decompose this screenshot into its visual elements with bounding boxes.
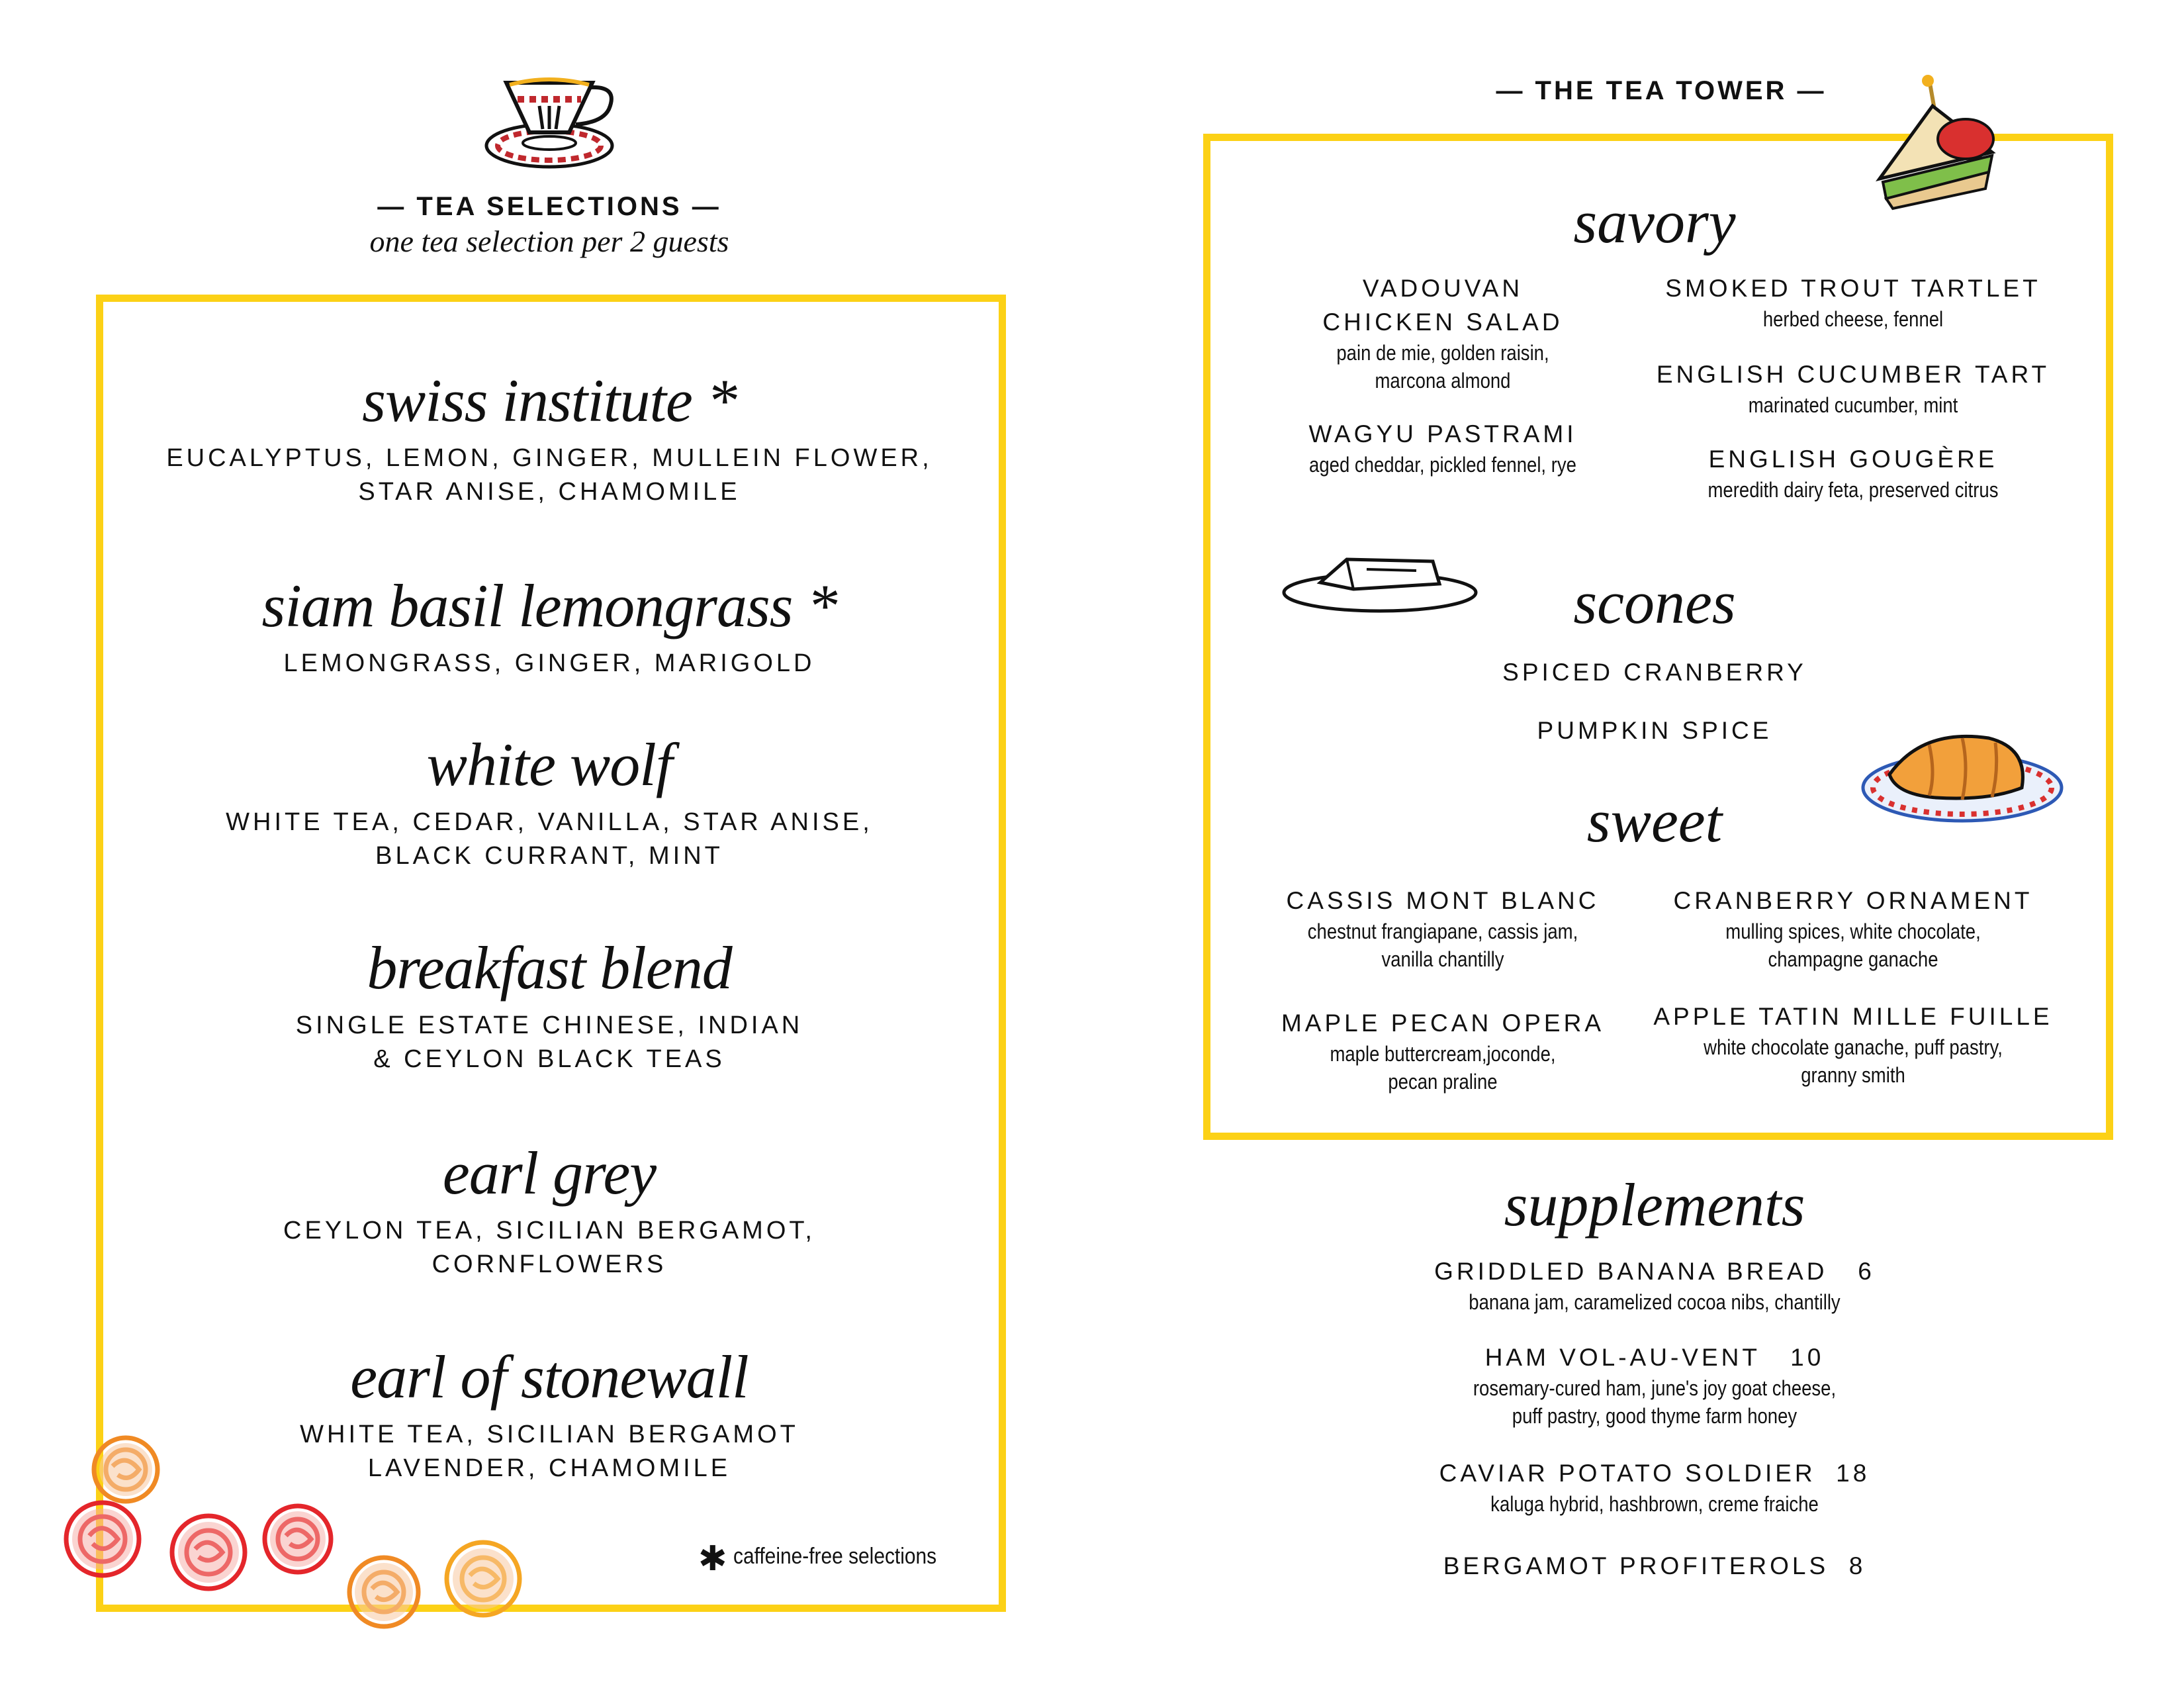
menu-item — [1641, 357, 2065, 419]
menu-item — [1357, 1456, 1952, 1518]
caffeine-free-footnote: ✱ caffeine-free selections — [698, 1540, 937, 1578]
pastry-plate-icon — [1281, 543, 1482, 619]
tea-description: LEMONGRASS, GINGER, MARIGOLD — [283, 649, 815, 677]
menu-item — [1257, 884, 1628, 973]
supplements-title: supplements — [1504, 1171, 1805, 1239]
tea-item — [99, 573, 999, 680]
roses-illustration — [60, 1430, 536, 1635]
tea-item — [99, 1140, 999, 1282]
menu-item-description: banana jam, caramelized cocoa nibs, chantilly — [1469, 1290, 1841, 1314]
tea-item — [99, 731, 999, 873]
menu-item-name: APPLE TATIN MILLE FUILLE — [1653, 1003, 2053, 1030]
menu-item-description: mulling spices, white chocolate, champagne ganache — [1725, 919, 1981, 971]
menu-item-description: maple buttercream,joconde, pecan praline — [1330, 1042, 1556, 1094]
menu-item — [1357, 1549, 1952, 1583]
menu-item-description: chestnut frangiapane, cassis jam, vanilla chantilly — [1307, 919, 1578, 971]
teacup-icon — [477, 73, 629, 172]
tea-name: white wolf — [426, 731, 672, 798]
menu-item-name: ENGLISH CUCUMBER TART — [1656, 361, 2050, 388]
asterisk-icon: ✱ — [698, 1540, 727, 1578]
tea-item — [99, 935, 999, 1076]
menu-item-name: MAPLE PECAN OPERA — [1281, 1009, 1604, 1037]
menu-item — [1641, 442, 2065, 504]
tea-description: WHITE TEA, CEDAR, VANILLA, STAR ANISE, BLACK CURRANT, MINT — [226, 808, 873, 870]
menu-item — [1456, 714, 1853, 747]
menu-item — [1257, 1006, 1628, 1096]
menu-item-name: CRANBERRY ORNAMENT — [1673, 887, 2033, 914]
menu-item-name: VADOUVAN CHICKEN SALAD — [1322, 275, 1563, 336]
scones-title: scones — [1573, 569, 1736, 636]
menu-item-name: BERGAMOT PROFITEROLS 8 — [1443, 1552, 1866, 1579]
menu-item-description: kaluga hybrid, hashbrown, creme fraiche — [1490, 1492, 1819, 1516]
menu-item-name: SMOKED TROUT TARTLET — [1665, 275, 2041, 302]
menu-item-description: marinated cucumber, mint — [1748, 393, 1958, 417]
menu-item-name: GRIDDLED BANANA BREAD 6 — [1434, 1258, 1875, 1285]
tea-description: CEYLON TEA, SICILIAN BERGAMOT, CORNFLOWERS — [283, 1217, 815, 1278]
savory-title: savory — [1573, 188, 1736, 256]
menu-item-name: HAM VOL-AU-VENT 10 — [1484, 1344, 1825, 1371]
menu-item — [1641, 884, 2065, 973]
menu-item — [1257, 417, 1628, 479]
menu-item-name: CAVIAR POTATO SOLDIER 18 — [1439, 1460, 1870, 1487]
menu-item-name: WAGYU PASTRAMI — [1308, 420, 1577, 447]
tea-name: siam basil lemongrass * — [261, 572, 837, 639]
tea-name: earl of stonewall — [350, 1343, 749, 1411]
menu-item-description: herbed cheese, fennel — [1762, 307, 1944, 331]
menu-item-name: SPICED CRANBERRY — [1502, 659, 1807, 686]
menu-item — [1456, 655, 1853, 689]
tea-description: EUCALYPTUS, LEMON, GINGER, MULLEIN FLOWER, STAR ANISE, CHAMOMILE — [166, 444, 933, 506]
menu-item — [1357, 1254, 1952, 1316]
menu-item-name: CASSIS MONT BLANC — [1286, 887, 1600, 914]
tea-selections-heading: — TEA SELECTIONS — — [377, 192, 721, 221]
croissant-plate-icon — [1856, 722, 2068, 827]
menu-item-description: meredith dairy feta, preserved citrus — [1707, 478, 1999, 502]
menu-item-name: ENGLISH GOUGÈRE — [1708, 445, 1998, 473]
tea-selections-subheading: one tea selection per 2 guests — [369, 224, 729, 258]
tea-description: SINGLE ESTATE CHINESE, INDIAN & CEYLON BLACK TEAS — [295, 1011, 803, 1073]
menu-item-description: rosemary-cured ham, june's joy goat cheese, puff pastry, good thyme farm honey — [1473, 1376, 1837, 1428]
menu-item-description: pain de mie, golden raisin, marcona almond — [1336, 341, 1549, 393]
tea-item — [99, 367, 999, 509]
sweet-title: sweet — [1586, 787, 1723, 855]
sandwich-icon — [1866, 73, 2005, 218]
menu-item — [1257, 271, 1628, 395]
menu-item-description: white chocolate ganache, puff pastry, granny smith — [1704, 1035, 2003, 1087]
tea-name: breakfast blend — [367, 934, 732, 1002]
menu-item — [1641, 1000, 2065, 1089]
tea-name: swiss institute * — [362, 367, 737, 434]
menu-item-description: aged cheddar, pickled fennel, rye — [1309, 453, 1576, 477]
menu-item — [1357, 1340, 1952, 1430]
menu-item-name: PUMPKIN SPICE — [1537, 717, 1772, 744]
tea-name: earl grey — [442, 1139, 657, 1207]
tea-description: WHITE TEA, SICILIAN BERGAMOT LAVENDER, CHAMOMILE — [300, 1421, 799, 1482]
tea-tower-heading: — THE TEA TOWER — — [1496, 76, 1827, 105]
menu-item — [1641, 271, 2065, 333]
